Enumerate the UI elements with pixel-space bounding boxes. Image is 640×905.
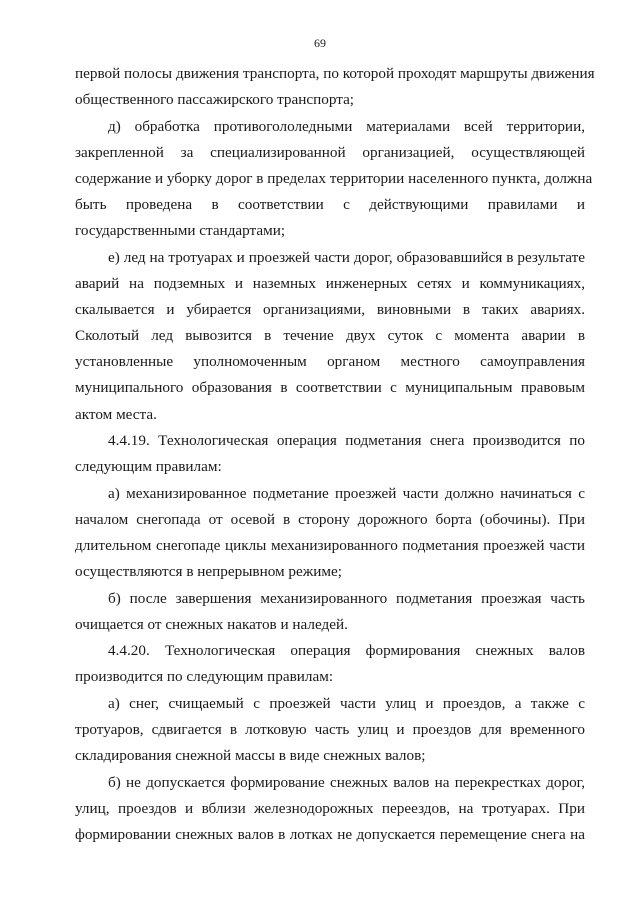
text-line: государственными стандартами; bbox=[75, 222, 286, 239]
page-number: 69 bbox=[314, 36, 326, 50]
text-line: д) обработка противогололедными материалами всей территории, bbox=[108, 118, 585, 135]
text-line: быть проведена в соответствии с действующими правилами и bbox=[75, 196, 585, 213]
text-line: закрепленной за специализированной организацией, осуществляющей bbox=[75, 144, 585, 161]
text-line: следующим правилам: bbox=[75, 458, 222, 475]
text-line: аварий на подземных и наземных инженерных сетях и коммуникациях, bbox=[75, 275, 585, 292]
text-line: актом места. bbox=[75, 406, 157, 423]
text-line: очищается от снежных накатов и наледей. bbox=[75, 616, 348, 633]
text-line: а) механизированное подметание проезжей части должно начинаться с bbox=[108, 485, 585, 502]
text-line: содержание и уборку дорог в пределах территории населенного пункта, должна bbox=[75, 170, 593, 187]
text-line: улиц, проездов и вблизи железнодорожных переездов, на тротуарах. При bbox=[75, 800, 585, 817]
text-line: складирования снежной массы в виде снежных валов; bbox=[75, 747, 426, 764]
text-line: формировании снежных валов в лотках не допускается перемещение снега на bbox=[75, 826, 585, 843]
text-line: тротуаров, сдвигается в лотковую часть улиц и проездов для временного bbox=[75, 721, 585, 738]
text-line: первой полосы движения транспорта, по которой проходят маршруты движения bbox=[75, 65, 595, 82]
text-line: скалывается и убирается организациями, виновными в таких авариях. bbox=[75, 301, 585, 318]
text-line: 4.4.20. Технологическая операция формирования снежных валов bbox=[108, 642, 585, 659]
text-line: общественного пассажирского транспорта; bbox=[75, 91, 355, 108]
text-line: б) не допускается формирование снежных валов на перекрестках дорог, bbox=[108, 774, 585, 791]
text-line: осуществляются в непрерывном режиме; bbox=[75, 563, 342, 580]
text-line: б) после завершения механизированного подметания проезжая часть bbox=[108, 590, 585, 607]
text-line: производится по следующим правилам: bbox=[75, 668, 334, 685]
text-line: Сколотый лед вывозится в течение двух суток с момента аварии в bbox=[75, 327, 585, 344]
text-line: длительном снегопаде циклы механизированного подметания проезжей части bbox=[75, 537, 585, 554]
text-line: а) снег, счищаемый с проезжей части улиц и проездов, а также с bbox=[108, 695, 585, 712]
text-line: началом снегопада от осевой в сторону дорожного борта (обочины). При bbox=[75, 511, 585, 528]
text-line: е) лед на тротуарах и проезжей части дорог, образовавшийся в результате bbox=[108, 249, 585, 266]
text-line: 4.4.19. Технологическая операция подметания снега производится по bbox=[108, 432, 585, 449]
text-line: установленные уполномоченным органом местного самоуправления bbox=[75, 353, 585, 370]
text-line: муниципального образования в соответствии с муниципальным правовым bbox=[75, 379, 585, 396]
